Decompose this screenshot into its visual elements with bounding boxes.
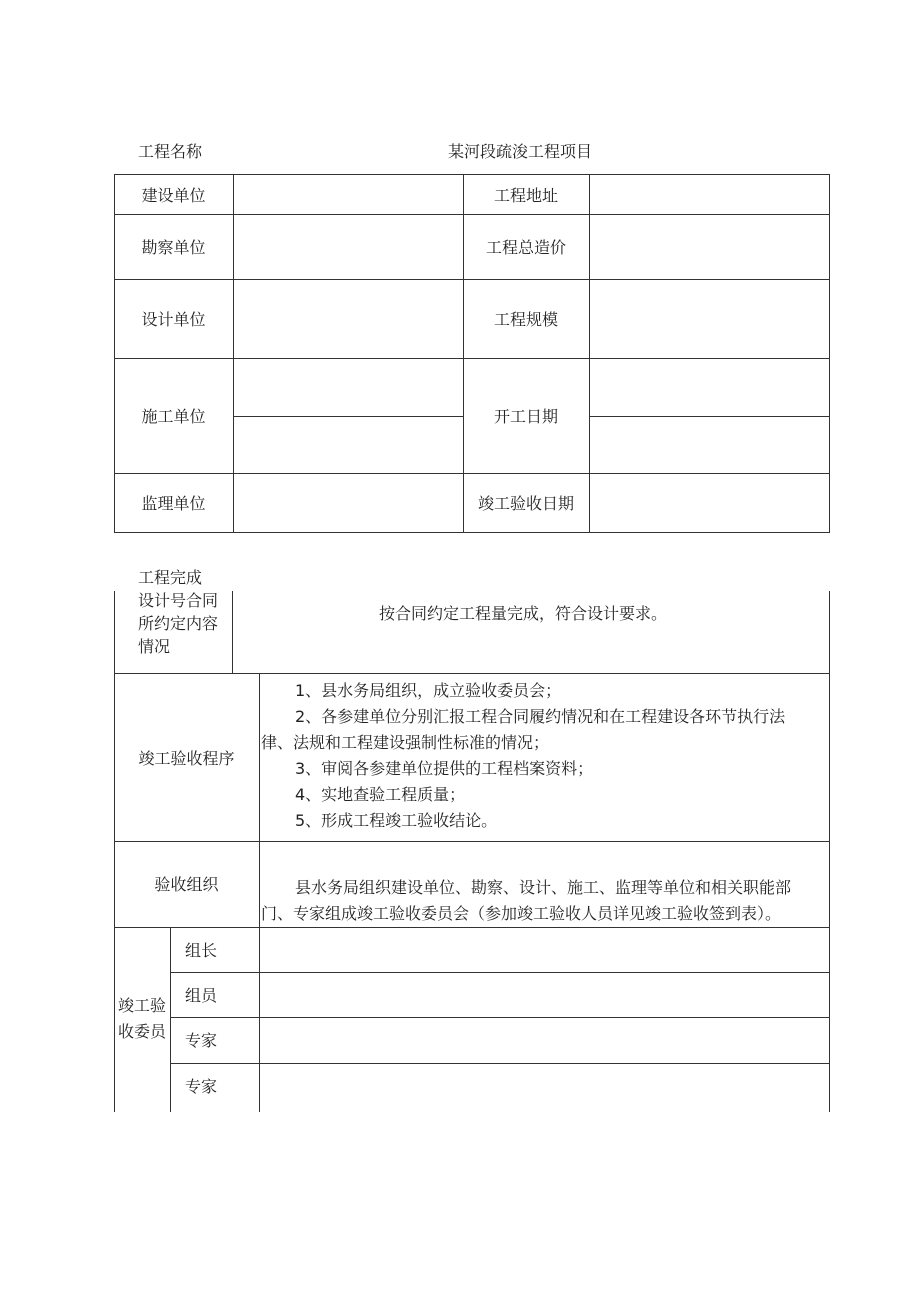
committee-role-leader: 组长 [185, 941, 218, 960]
total-cost-label: 工程总造价 [485, 238, 566, 257]
organization-label: 验收组织 [154, 874, 219, 894]
committee-role-expert: 专家 [185, 1077, 218, 1096]
committee-role-member: 组员 [185, 986, 218, 1005]
supervision-unit-label: 监理单位 [141, 494, 206, 513]
project-address-label: 工程地址 [493, 185, 558, 205]
contractor-unit-label: 施工单位 [141, 407, 206, 426]
procedure-label: 竣工验收程序 [138, 748, 235, 768]
design-unit-label: 设计单位 [141, 310, 206, 329]
completion-status-label: 工程完成 设计号合同 所约定内容 情况 [138, 568, 219, 656]
procedure-text: 1、县水务局组织，成立验收委员会； 2、各参建单位分别汇报工程合同履约情况和在工程建设各环节执行法 律、法规和工程建设强制性标准的情况； 3、审阅各参建单位提供的工程档案资料； 4、实地查验工程质量； 5、形成工程竣工验收结论。 [261, 681, 786, 830]
project-scale-label: 工程规模 [493, 310, 558, 329]
survey-unit-label: 勘察单位 [141, 238, 206, 257]
committee-label: 竣工验 收委员 [117, 996, 166, 1041]
project-name-label: 工程名称 [138, 142, 203, 161]
committee-role-expert: 专家 [185, 1031, 218, 1050]
construction-unit-label: 建设单位 [141, 185, 206, 205]
organization-text: 县水务局组织建设单位、勘察、设计、施工、监理等单位和相关职能部 门、专家组成竣工验收委员会（参加竣工验收人员详见竣工验收签到表）。 [261, 878, 792, 923]
start-date-label: 开工日期 [493, 407, 558, 426]
completion-acceptance-date-label: 竣工验收日期 [477, 494, 574, 513]
completion-status-value: 按合同约定工程量完成，符合设计要求。 [379, 604, 668, 623]
project-name-value: 某河段疏浚工程项目 [448, 142, 593, 161]
